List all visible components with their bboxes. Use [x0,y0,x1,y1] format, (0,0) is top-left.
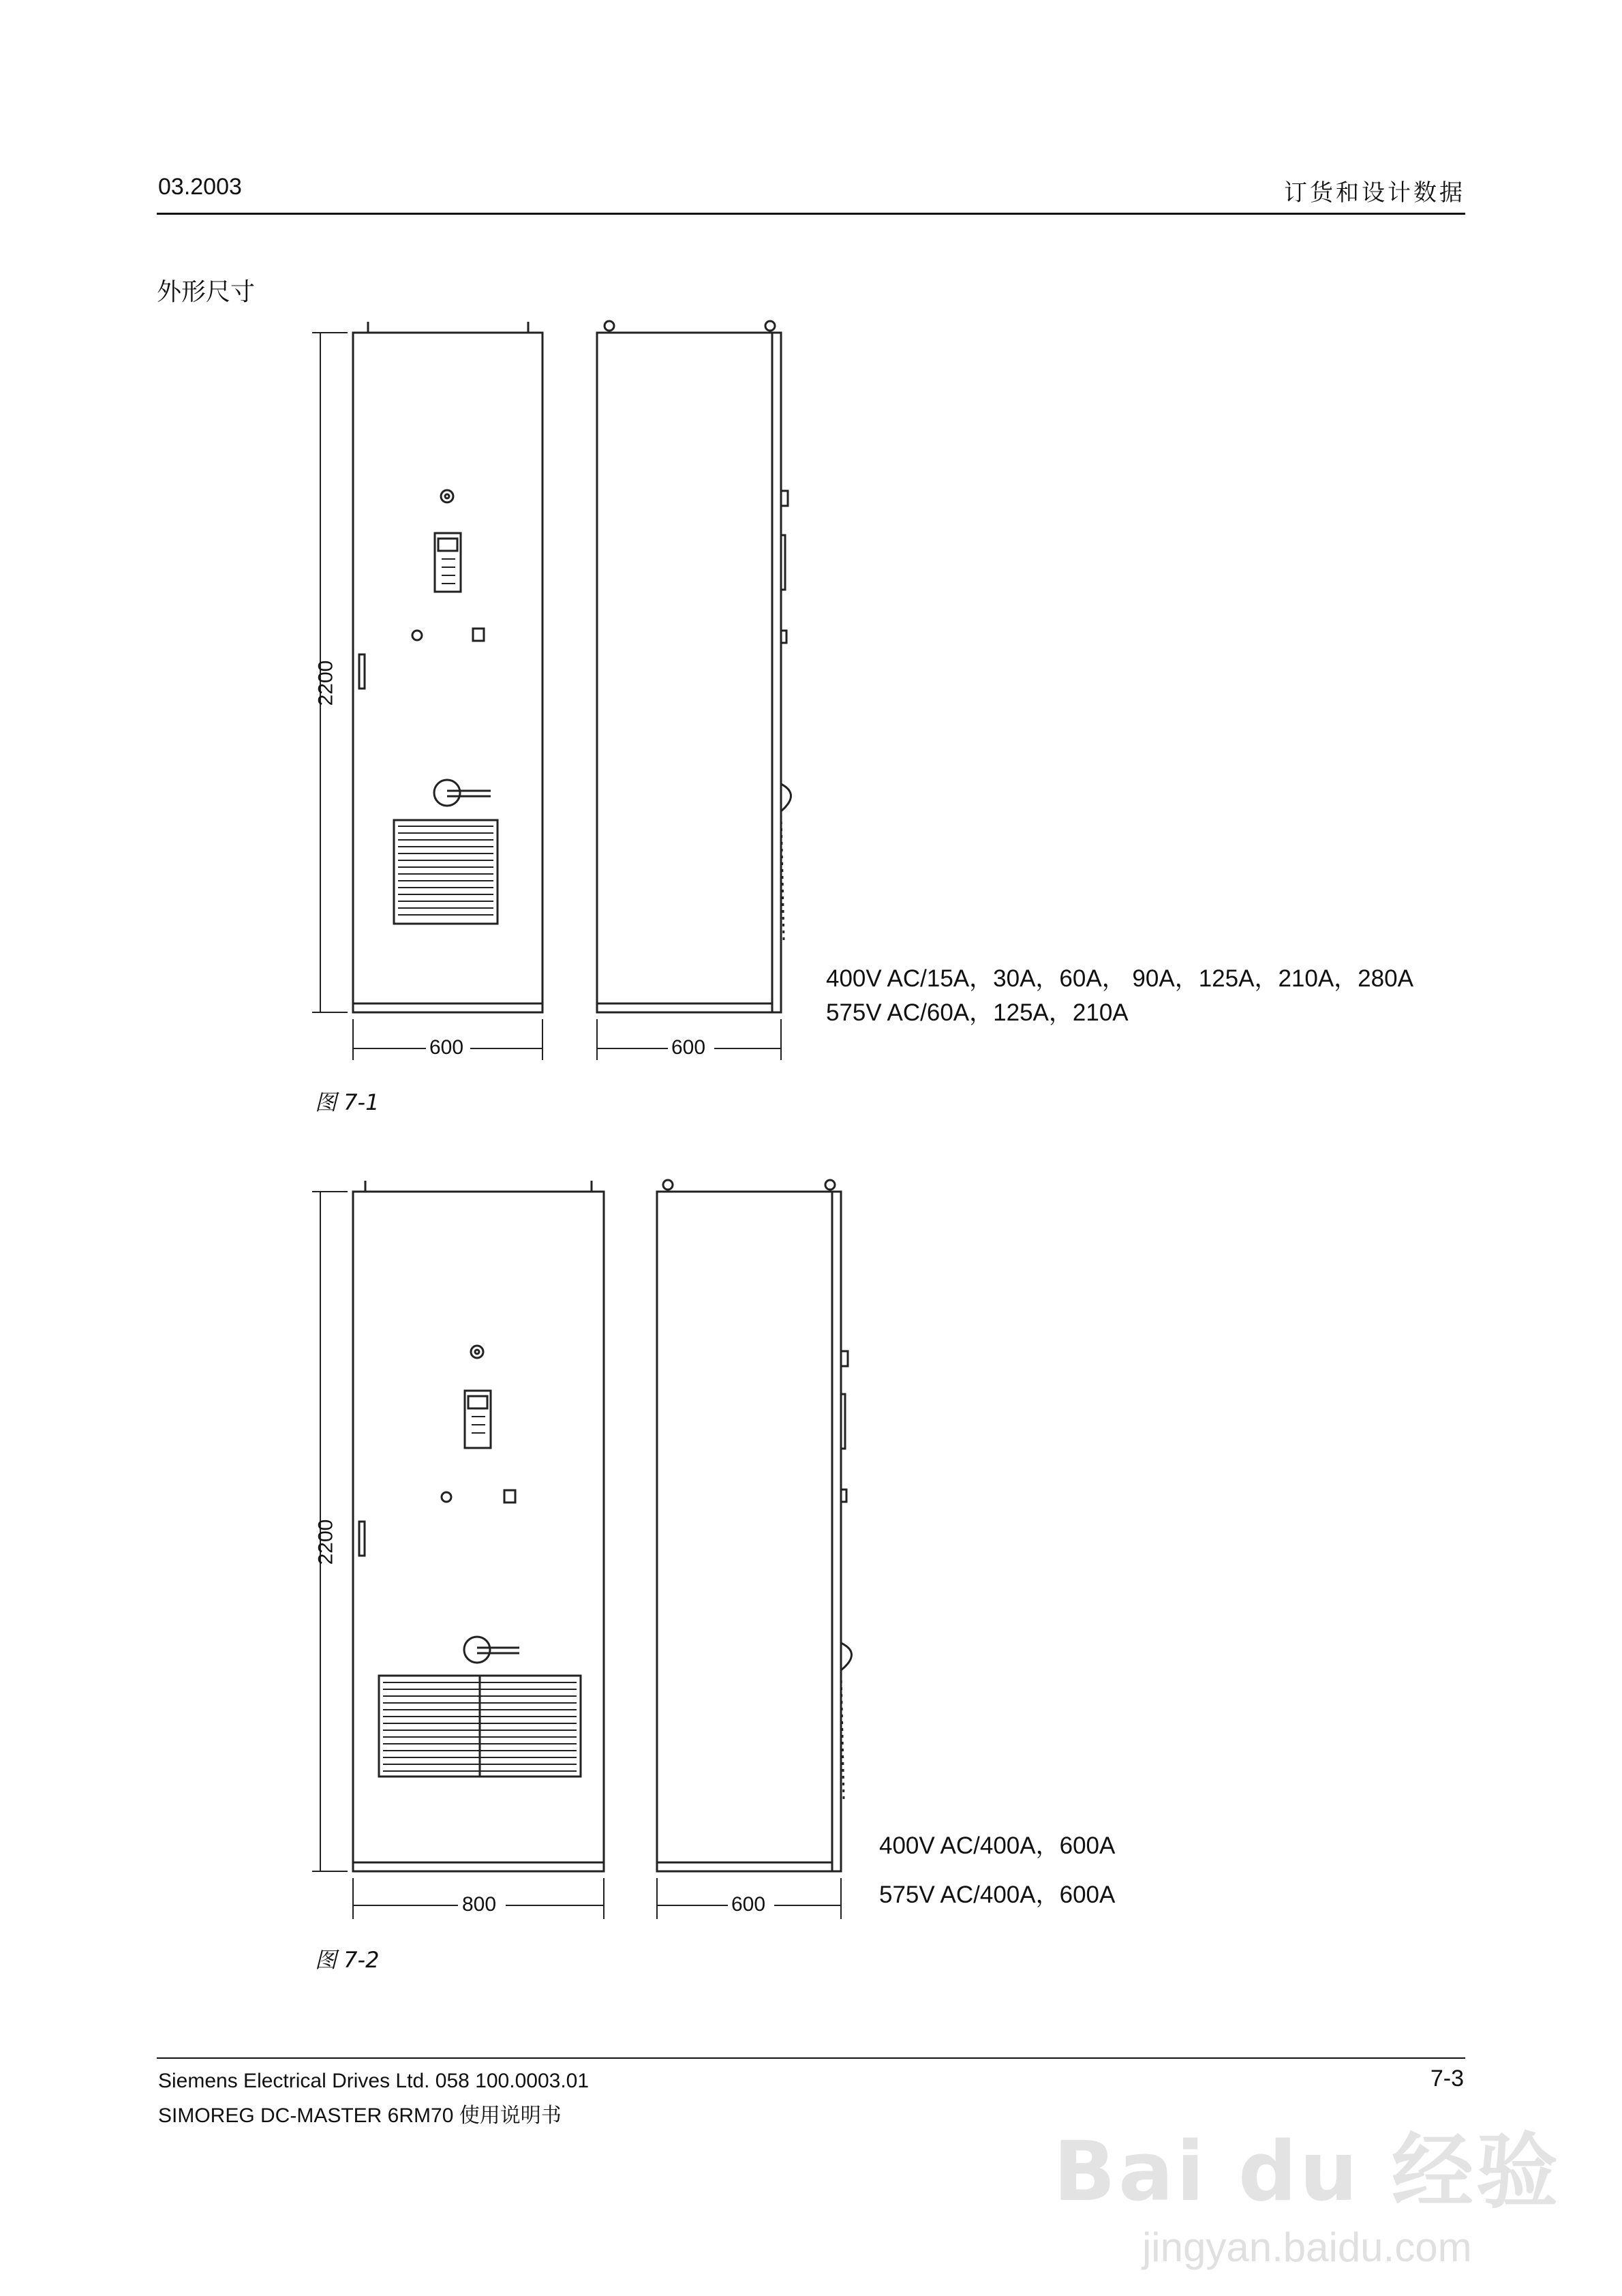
fig1-height-dimension: 2200 [314,660,337,706]
fig1-front-cabinet [353,322,542,1012]
fig1-front-vents [398,826,493,915]
watermark-url: jingyan.baidu.com [1142,2224,1472,2270]
fig1-caption: 图 7-1 [315,1089,380,1115]
section-title: 外形尺寸 [157,278,256,306]
fig2-caption: 图 7-2 [315,1947,380,1973]
footer-product: SIMOREG DC-MASTER 6RM70 使用说明书 [158,2104,562,2127]
fig1-side-width-dimension: 600 [671,1036,706,1059]
watermark-brand: Bai du 经验 [1053,2125,1561,2220]
fig1-front-dimension-lines [312,333,542,1060]
fig2-spec-line-1: 400V AC/400A，600A [879,1832,1116,1859]
fig1-side-cabinet [597,321,791,1012]
fig2-spec-line-2: 575V AC/400A，600A [879,1882,1116,1908]
footer-company: Siemens Electrical Drives Ltd. 058 100.0003.01 [158,2070,590,2092]
header-date: 03.2003 [158,174,242,200]
fig1-spec-line-2: 575V AC/60A，125A，210A [826,999,1129,1026]
fig2-front-dimension-lines [312,1192,604,1919]
page-number: 7-3 [1430,2066,1464,2091]
header-title: 订货和设计数据 [1284,179,1465,207]
baidu-watermark [1054,2106,1561,2271]
fig1-spec-line-1: 400V AC/15A，30A，60A， 90A，125A，210A，280A [826,965,1413,992]
footer-rule [157,2057,1465,2059]
fig2-front-width-dimension: 800 [462,1893,497,1916]
fig2-side-width-dimension: 600 [731,1893,766,1916]
fig2-height-dimension: 2200 [314,1519,337,1565]
fig2-front-cabinet [353,1181,604,1871]
fig1-front-width-dimension: 600 [429,1036,464,1059]
fig2-side-cabinet [657,1180,852,1871]
